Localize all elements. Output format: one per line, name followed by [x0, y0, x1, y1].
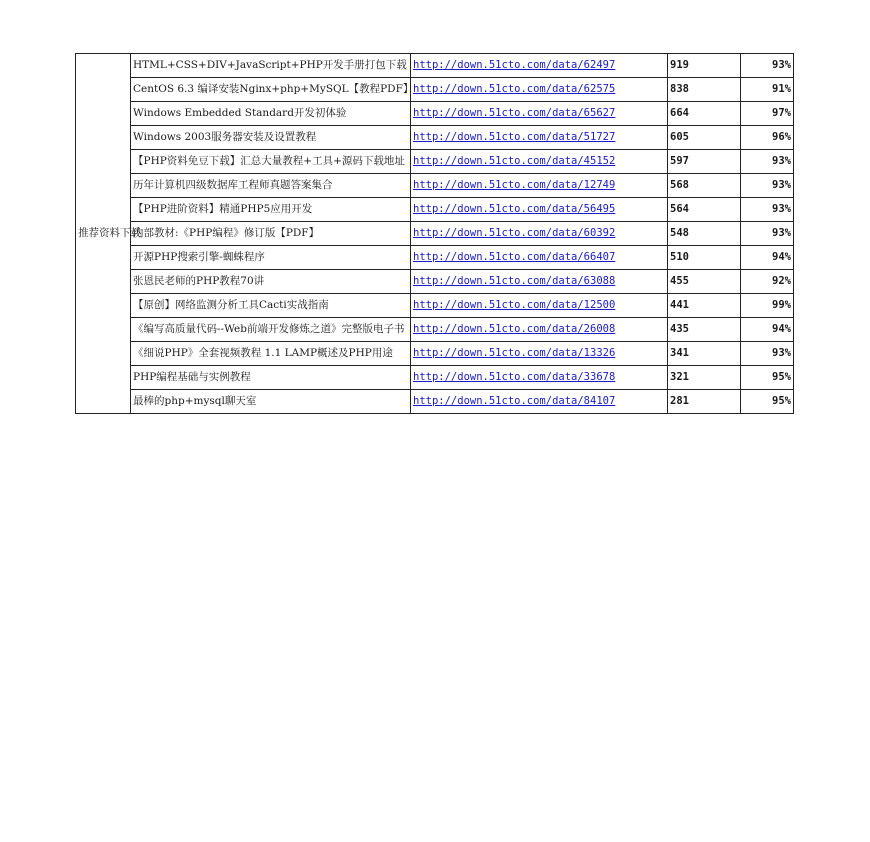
rating-percent: 94% [741, 246, 794, 270]
table-row [76, 270, 794, 294]
download-link-cell [411, 198, 668, 222]
download-link[interactable]: http://down.51cto.com/data/66407 [413, 251, 616, 263]
resource-title-cell [131, 54, 411, 78]
resource-title-cell [131, 366, 411, 390]
table-row [76, 366, 794, 390]
download-link-cell [411, 126, 668, 150]
resource-title-cell [131, 198, 411, 222]
table-row [76, 174, 794, 198]
table-body [76, 54, 794, 414]
download-count: 838 [668, 78, 741, 102]
download-link[interactable]: http://down.51cto.com/data/45152 [413, 155, 616, 167]
download-link-cell [411, 150, 668, 174]
table-row [76, 102, 794, 126]
rating-percent: 93% [741, 222, 794, 246]
download-link-cell [411, 78, 668, 102]
download-link-cell [411, 54, 668, 78]
table-row [76, 246, 794, 270]
download-link-cell [411, 222, 668, 246]
download-link-cell [411, 102, 668, 126]
rating-percent: 93% [741, 150, 794, 174]
resource-title-cell [131, 342, 411, 366]
resource-title: 《编写高质量代码--Web前端开发修炼之道》完整版电子书 [133, 323, 405, 335]
download-link[interactable]: http://down.51cto.com/data/12749 [413, 179, 616, 191]
download-link[interactable]: http://down.51cto.com/data/13326 [413, 347, 616, 359]
download-link-cell [411, 366, 668, 390]
resource-title-cell [131, 270, 411, 294]
resource-title-cell [131, 222, 411, 246]
resource-title: 历年计算机四级数据库工程师真题答案集合 [133, 179, 333, 191]
download-count: 441 [668, 294, 741, 318]
download-count: 321 [668, 366, 741, 390]
table-row [76, 54, 794, 78]
download-count: 548 [668, 222, 741, 246]
table-row [76, 198, 794, 222]
resource-title-cell [131, 294, 411, 318]
resource-title-cell [131, 246, 411, 270]
download-link-cell [411, 174, 668, 198]
download-link[interactable]: http://down.51cto.com/data/12500 [413, 299, 616, 311]
resource-title: 开源PHP搜索引擎-蜘蛛程序 [133, 251, 265, 263]
rating-percent: 91% [741, 78, 794, 102]
download-link-cell [411, 318, 668, 342]
table-row [76, 294, 794, 318]
download-count: 564 [668, 198, 741, 222]
table-row [76, 342, 794, 366]
rating-percent: 97% [741, 102, 794, 126]
download-count: 341 [668, 342, 741, 366]
download-link-cell [411, 390, 668, 414]
recommended-downloads-table [75, 53, 794, 414]
download-link-cell [411, 342, 668, 366]
download-link-cell [411, 246, 668, 270]
download-link-cell [411, 270, 668, 294]
rating-percent: 93% [741, 174, 794, 198]
rating-percent: 93% [741, 342, 794, 366]
rating-percent: 93% [741, 54, 794, 78]
download-count: 435 [668, 318, 741, 342]
download-link[interactable]: http://down.51cto.com/data/63088 [413, 275, 616, 287]
table-row [76, 126, 794, 150]
resource-title: 内部教材:《PHP编程》修订版【PDF】 [133, 227, 320, 239]
download-link[interactable]: http://down.51cto.com/data/26008 [413, 323, 616, 335]
resource-title: HTML+CSS+DIV+JavaScript+PHP开发手册打包下载 [133, 59, 407, 71]
resource-title-cell [131, 390, 411, 414]
resource-title: PHP编程基础与实例教程 [133, 371, 251, 383]
download-link[interactable]: http://down.51cto.com/data/56495 [413, 203, 616, 215]
download-count: 510 [668, 246, 741, 270]
download-link[interactable]: http://down.51cto.com/data/51727 [413, 131, 616, 143]
download-link[interactable]: http://down.51cto.com/data/33678 [413, 371, 616, 383]
resource-title-cell [131, 126, 411, 150]
resource-title: 张恩民老师的PHP教程70讲 [133, 275, 265, 287]
resource-title: 【PHP进阶资料】精通PHP5应用开发 [133, 203, 313, 215]
download-count: 664 [668, 102, 741, 126]
download-link[interactable]: http://down.51cto.com/data/84107 [413, 395, 616, 407]
rating-percent: 93% [741, 198, 794, 222]
rating-percent: 96% [741, 126, 794, 150]
rating-percent: 95% [741, 366, 794, 390]
table-row [76, 78, 794, 102]
resource-title-cell [131, 150, 411, 174]
rating-percent: 92% [741, 270, 794, 294]
section-label: 推荐资料下载 [76, 54, 131, 414]
resource-title-cell [131, 102, 411, 126]
resource-title-cell [131, 318, 411, 342]
rating-percent: 99% [741, 294, 794, 318]
download-count: 919 [668, 54, 741, 78]
download-count: 281 [668, 390, 741, 414]
resource-title: 最棒的php+mysql聊天室 [133, 395, 257, 407]
resource-title: Windows 2003服务器安装及设置教程 [133, 131, 317, 143]
download-count: 605 [668, 126, 741, 150]
table-row [76, 150, 794, 174]
download-link-cell [411, 294, 668, 318]
download-count: 455 [668, 270, 741, 294]
resource-title: 【PHP资料免豆下载】汇总大量教程+工具+源码下载地址 [133, 155, 405, 167]
table-row [76, 222, 794, 246]
download-link[interactable]: http://down.51cto.com/data/60392 [413, 227, 616, 239]
download-count: 597 [668, 150, 741, 174]
resource-title: Windows Embedded Standard开发初体验 [133, 107, 347, 119]
table-row [76, 390, 794, 414]
resource-title-cell [131, 174, 411, 198]
resource-title: CentOS 6.3 编译安装Nginx+php+MySQL【教程PDF】 [133, 83, 414, 95]
rating-percent: 95% [741, 390, 794, 414]
resource-title: 《细说PHP》全套视频教程 1.1 LAMP概述及PHP用途 [133, 347, 393, 359]
resource-title: 【原创】网络监测分析工具Cacti实战指南 [133, 299, 329, 311]
download-count: 568 [668, 174, 741, 198]
download-link[interactable]: http://down.51cto.com/data/62497 [413, 59, 616, 71]
rating-percent: 94% [741, 318, 794, 342]
resource-title-cell [131, 78, 414, 102]
download-link[interactable]: http://down.51cto.com/data/62575 [413, 83, 616, 95]
download-link[interactable]: http://down.51cto.com/data/65627 [413, 107, 616, 119]
table-row [76, 318, 794, 342]
